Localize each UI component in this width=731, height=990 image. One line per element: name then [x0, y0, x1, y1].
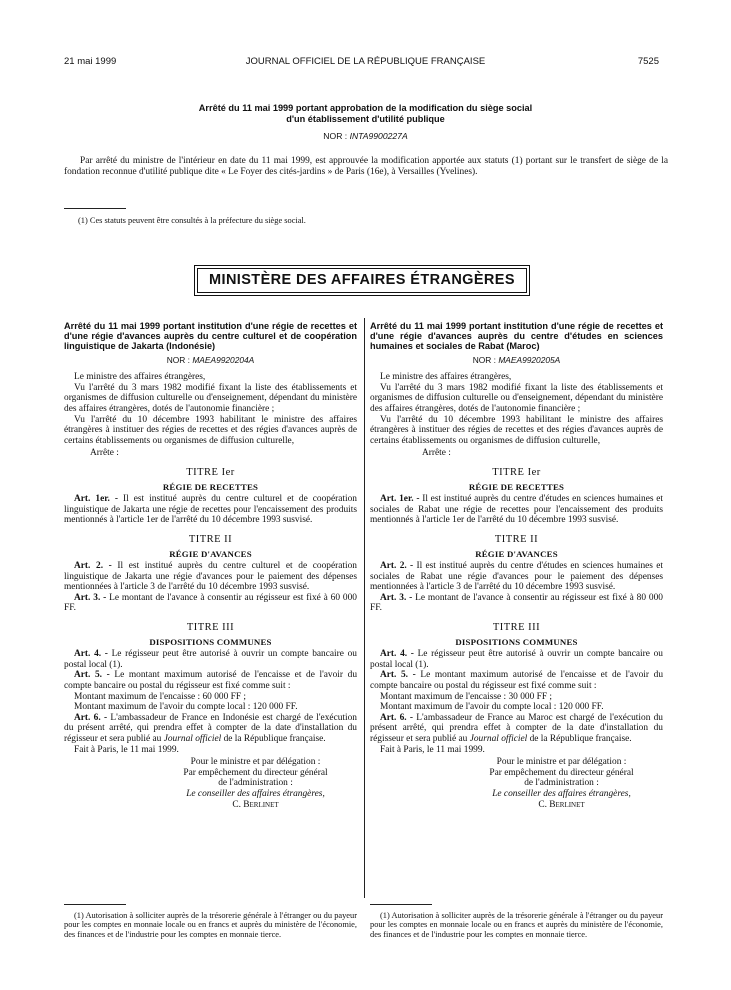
right-nor-label: NOR :	[472, 354, 496, 365]
right-article-6-text-b: de la République française.	[527, 734, 632, 745]
right-intro: Le ministre des affaires étrangères,	[380, 372, 512, 383]
left-titre-2: TITRE II	[188, 533, 233, 545]
left-act-title: Arrêté du 11 mai 1999 portant institution d'une régie de recettes et d'une régie d'avances auprès du centre culturel et de coopération linguistique de Jakarta (Indonésie)	[64, 321, 357, 352]
left-article-3-text: Le montant de l'avance à consentir au régisseur est fixé à 60 000 FF.	[64, 592, 357, 614]
right-article-3-text: Le montant de l'avance à consentir au régisseur est fixé à 80 000 FF.	[370, 592, 663, 614]
ministry-heading: MINISTÈRE DES AFFAIRES ÉTRANGÈRES	[197, 268, 527, 293]
left-footnote: (1) Autorisation à solliciter auprès de la trésorerie générale à l'étranger ou du payeur pour les comptes en monnaie locale ou en francs et auprès du ministère de l'économie, des finances et de l'industrie pour les comptes en monnaie tierce.	[64, 911, 357, 939]
left-signature	[64, 757, 357, 810]
right-article-3	[370, 593, 663, 614]
left-subtitle-3: DISPOSITIONS COMMUNES	[149, 636, 272, 647]
left-subtitle-1: RÉGIE DE RECETTES	[162, 481, 259, 492]
right-subtitle-1: RÉGIE DE RECETTES	[468, 481, 565, 492]
header-date: 21 mai 1999	[64, 56, 117, 67]
right-titre-2: TITRE II	[494, 533, 539, 545]
right-max-encaisse: Montant maximum de l'encaisse : 30 000 FF ;	[380, 691, 552, 702]
right-subtitle-2: RÉGIE D'AVANCES	[475, 548, 558, 559]
left-sig-name: C. Berlinet	[232, 799, 279, 810]
top-footnote-rule	[64, 208, 126, 209]
right-act-title: Arrêté du 11 mai 1999 portant institution d'une régie de recettes et d'une régie d'avances auprès du centre d'études en sciences humaines et sociales de Rabat (Maroc)	[370, 321, 663, 352]
left-article-6-text-a: L'ambassadeur de France en Indonésie est chargé de l'exécution du présent arrêté, qui prendra effet à compter de la date d'installation du régisseur et sera publié au	[64, 712, 357, 745]
right-subtitle-3: DISPOSITIONS COMMUNES	[455, 636, 578, 647]
right-sig-line-2: Par empêchement du directeur général	[489, 767, 634, 778]
left-article-2-label: Art. 2. -	[74, 561, 112, 572]
right-footnote-rule	[370, 904, 432, 905]
right-visa-1: Vu l'arrêté du 3 mars 1982 modifié fixant la liste des établissements et organismes de diffusion culturelle ou d'enseignement, dépendant du ministère des affaires étrangères, dotés de l'autonomie financière ;	[370, 382, 663, 414]
left-footnote-rule	[64, 904, 126, 905]
right-sig-line-1: Pour le ministre et par délégation :	[496, 757, 627, 768]
left-article-1-text: Il est institué auprès du centre culturel et de coopération linguistique de Jakarta une régie de recettes pour l'encaissement des produits mentionnés à l'article 1er de l'arrêté du 10 décembre 1993 susvisé.	[64, 494, 357, 526]
right-article-1-text: Il est institué auprès du centre d'études en sciences humaines et sociales de Rabat une régie de recettes pour l'encaissement des produits mentionnés à l'article 1er de l'arrêté du 10 décembre 1993 susvisé.	[370, 494, 664, 526]
left-article-4	[64, 649, 357, 670]
top-act-nor-label: NOR :	[323, 131, 348, 141]
left-article-5-label: Art. 5. -	[74, 670, 110, 681]
right-article-2-label: Art. 2. -	[380, 561, 414, 572]
top-act-title-line1: Arrêté du 11 mai 1999 portant approbation de la modification du siège social	[198, 103, 533, 113]
right-article-6-label: Art. 6. -	[380, 712, 414, 723]
left-act-nor	[64, 355, 357, 366]
right-max-avoir: Montant maximum de l'avoir du compte local : 120 000 FF.	[380, 702, 604, 713]
header-page-number: 7525	[637, 56, 659, 67]
right-article-6-journal: Journal officiel	[469, 734, 528, 745]
left-article-1	[64, 494, 357, 526]
left-sig-line-3: de l'administration :	[218, 778, 293, 789]
left-article-2-text: Il est institué auprès du centre culturel et de coopération linguistique de Jakarta une régie d'avances pour le paiement des dépenses mentionnées à l'article 3 de l'arrêté du 10 décembre 1993 susvisé.	[64, 561, 357, 593]
left-nor-code: MAEA9920204A	[192, 354, 255, 365]
top-act-nor-code: INTA9900227A	[349, 131, 408, 141]
right-article-6-text-a: L'ambassadeur de France au Maroc est chargé de l'exécution du présent arrêté, qui prendra effet à compter de la date d'installation du régisseur et sera publié au	[370, 712, 663, 745]
right-article-4-text: Le régisseur peut être autorisé à ouvrir un compte bancaire ou postal local (1).	[370, 649, 663, 670]
right-column-act	[370, 321, 663, 810]
left-visa-1: Vu l'arrêté du 3 mars 1982 modifié fixant la liste des établissements et organismes de diffusion culturelle ou d'enseignement, dépendant du ministère des affaires étrangères, dotés de l'autonomie financière ;	[64, 382, 357, 414]
left-fait: Fait à Paris, le 11 mai 1999.	[74, 744, 179, 755]
left-article-6-journal: Journal officiel	[163, 734, 222, 745]
left-arrete: Arrête :	[90, 448, 119, 459]
left-sig-line-2: Par empêchement du directeur général	[183, 767, 328, 778]
right-fait: Fait à Paris, le 11 mai 1999.	[380, 744, 485, 755]
right-titre-3: TITRE III	[492, 622, 541, 634]
right-article-5	[370, 670, 663, 691]
right-sig-line-4: Le conseiller des affaires étrangères,	[492, 788, 631, 799]
top-act-body: Par arrêté du ministre de l'intérieur en date du 11 mai 1999, est approuvée la modification apportée aux statuts (1) portant sur le transfert de siège de la fondation reconnue d'utilité publique dite « Le Foyer des cités-jardins » de Paris (16e), à Versailles (Yvelines).	[64, 156, 668, 177]
top-act-title-line2: d'un établissement d'utilité publique	[286, 113, 445, 124]
left-article-6	[64, 713, 357, 745]
left-sig-line-1: Pour le ministre et par délégation :	[190, 757, 321, 768]
right-sig-name: C. Berlinet	[538, 799, 585, 810]
left-max-encaisse: Montant maximum de l'encaisse : 60 000 FF ;	[74, 691, 246, 702]
top-act-footnote: (1) Ces statuts peuvent être consultés à la préfecture du siège social.	[78, 216, 306, 225]
right-visa-2: Vu l'arrêté du 10 décembre 1993 habilitant le ministre des affaires étrangères à instituer des régies de recettes et des régies d'avances auprès de certains établissements ou organismes de diffusion culturelle,	[370, 414, 663, 446]
left-article-2	[64, 561, 357, 593]
left-titre-1: TITRE Ier	[186, 466, 235, 478]
right-signature	[370, 757, 663, 810]
right-arrete: Arrête :	[422, 448, 451, 459]
right-article-2	[370, 561, 663, 593]
right-article-6	[370, 713, 663, 745]
right-titre-1: TITRE Ier	[492, 466, 541, 478]
left-article-6-text-b: de la République française.	[221, 734, 326, 745]
right-article-1-label: Art. 1er. -	[380, 494, 420, 505]
column-divider	[364, 318, 365, 898]
right-article-4-label: Art. 4. -	[380, 649, 414, 660]
left-max-avoir: Montant maximum de l'avoir du compte local : 120 000 FF.	[74, 702, 298, 713]
left-article-4-label: Art. 4. -	[74, 649, 108, 660]
right-article-4	[370, 649, 663, 670]
left-visa-2: Vu l'arrêté du 10 décembre 1993 habilitant le ministre des affaires étrangères à instituer des régies de recettes et des régies d'avances auprès de certains établissements ou organismes de diffusion culturelle,	[64, 414, 357, 446]
right-article-5-label: Art. 5. -	[380, 670, 416, 681]
right-article-3-label: Art. 3. -	[380, 592, 413, 603]
right-sig-line-3: de l'administration :	[524, 778, 599, 789]
top-act-nor	[0, 131, 731, 142]
right-article-1	[370, 494, 663, 526]
left-titre-3: TITRE III	[186, 622, 235, 634]
left-article-5	[64, 670, 357, 691]
left-article-5-text: Le montant maximum autorisé de l'encaisse et de l'avoir du compte bancaire ou postal du régisseur est fixé comme suit :	[64, 670, 358, 692]
right-article-2-text: Il est institué auprès du centre d'études en sciences humaines et sociales de Rabat une régie d'avances pour le paiement des dépenses mentionnées à l'article 3 de l'arrêté du 10 décembre 1993 susvisé.	[370, 561, 663, 593]
left-nor-label: NOR :	[166, 354, 190, 365]
left-sig-line-4: Le conseiller des affaires étrangères,	[186, 788, 325, 799]
left-column-act	[64, 321, 357, 810]
left-article-1-label: Art. 1er. -	[74, 494, 119, 505]
left-article-6-label: Art. 6. -	[74, 712, 108, 723]
right-footnote: (1) Autorisation à solliciter auprès de la trésorerie générale à l'étranger ou du payeur pour les comptes en monnaie locale ou en francs et auprès du ministère de l'économie, des finances et de l'industrie pour les comptes en monnaie tierce.	[370, 911, 663, 939]
header-journal-title: JOURNAL OFFICIEL DE LA RÉPUBLIQUE FRANÇAISE	[245, 56, 486, 67]
left-article-3-label: Art. 3. -	[74, 592, 107, 603]
right-article-5-text: Le montant maximum autorisé de l'encaisse et de l'avoir du compte bancaire ou postal du régisseur est fixé comme suit :	[370, 670, 664, 692]
right-nor-code: MAEA9920205A	[498, 354, 561, 365]
top-act-title	[0, 103, 731, 124]
left-article-4-text: Le régisseur peut être autorisé à ouvrir un compte bancaire ou postal local (1).	[64, 649, 357, 670]
left-article-3	[64, 593, 357, 614]
left-subtitle-2: RÉGIE D'AVANCES	[169, 548, 252, 559]
right-act-nor	[370, 355, 663, 366]
left-intro: Le ministre des affaires étrangères,	[74, 372, 206, 383]
